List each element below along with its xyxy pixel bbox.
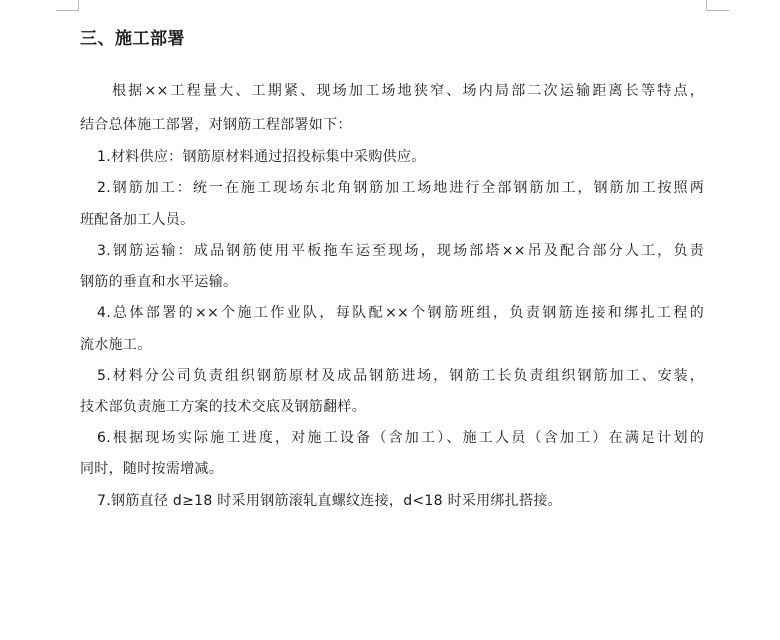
list-item-2-line-1: 2.钢筋加工：统一在施工现场东北角钢筋加工场地进行全部钢筋加工，钢筋加工按照两	[97, 180, 704, 196]
list-item-4-line-1: 4.总体部署的××个施工作业队，每队配××个钢筋班组，负责钢筋连接和绑扎工程的	[97, 305, 704, 321]
list-item-6-line-2: 同时，随时按需增减。	[80, 461, 223, 477]
intro-line-2: 结合总体施工部署，对钢筋工程部署如下：	[80, 117, 352, 133]
list-item-1: 1.材料供应：钢筋原材料通过招投标集中采购供应。	[97, 149, 426, 165]
page-corner-mark-top-right	[706, 0, 729, 11]
list-item-3-line-2: 钢筋的垂直和水平运输。	[80, 274, 238, 290]
intro-line-1: 根据××工程量大、工期紧、现场加工场地狭窄、场内局部二次运输距离长等特点，	[112, 83, 704, 99]
list-item-6-line-1: 6.根据现场实际施工进度，对施工设备（含加工）、施工人员（含加工）在满足计划的	[97, 430, 704, 446]
list-item-2-line-2: 班配备加工人员。	[80, 212, 195, 228]
list-item-5-line-1: 5.材料分公司负责组织钢筋原材及成品钢筋进场，钢筋工长负责组织钢筋加工、安装，	[97, 368, 704, 384]
list-item-3-line-1: 3.钢筋运输：成品钢筋使用平板拖车运至现场，现场部塔××吊及配合部分人工，负责	[97, 243, 704, 259]
page-corner-mark-top-left	[56, 0, 79, 11]
list-item-7: 7.钢筋直径 d≥18 时采用钢筋滚轧直螺纹连接，d<18 时采用绑扎搭接。	[97, 493, 562, 509]
list-item-5-line-2: 技术部负责施工方案的技术交底及钢筋翻样。	[80, 399, 366, 415]
section-heading: 三、施工部署	[80, 29, 185, 49]
list-item-4-line-2: 流水施工。	[80, 337, 152, 353]
